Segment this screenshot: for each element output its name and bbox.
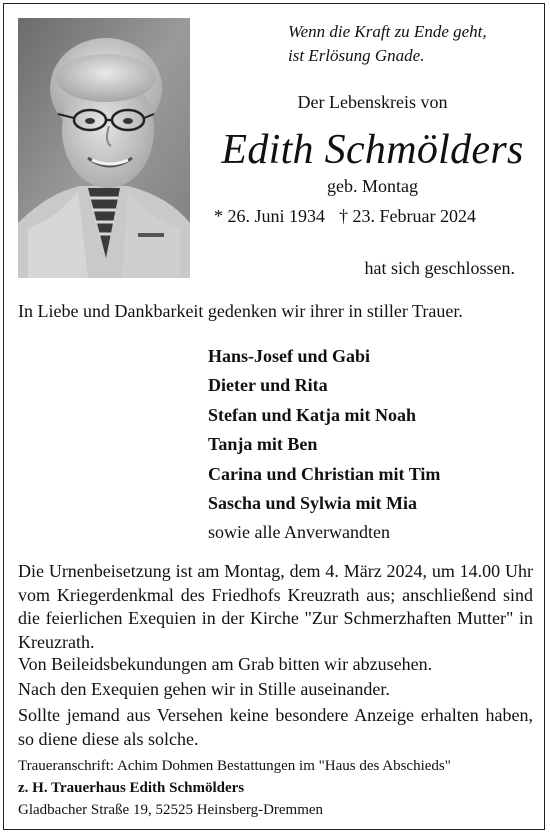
street-line: Gladbacher Straße 19, 52525 Heinsberg-Dremmen (18, 802, 324, 818)
closed-line: hat sich geschlossen. (364, 258, 515, 278)
relatives-line: sowie alle Anverwandten (208, 522, 390, 543)
remembrance-intro: In Liebe und Dankbarkeit gedenken wir ihrer in stiller Trauer. (18, 301, 463, 321)
quote-line-2: ist Erlösung Gnade. (288, 46, 425, 65)
portrait-illustration (18, 18, 190, 278)
quote-line-1: Wenn die Kraft zu Ende geht, (288, 22, 487, 41)
mourner-entry: Hans-Josef und Gabi (208, 346, 371, 366)
birth-date: * 26. Juni 1934 (214, 206, 326, 226)
birth-name: geb. Montag (327, 176, 418, 196)
mourning-address (18, 755, 538, 821)
life-dates (214, 204, 544, 228)
condolences-paragraph: Von Beileidsbekundungen am Grab bitten wir abzusehen. (18, 654, 433, 674)
deceased-name: Edith Schmölders (221, 127, 524, 173)
epigraph-quote (288, 20, 538, 68)
mourner-entry: Sascha und Sylwia mit Mia (208, 493, 418, 514)
address-line: Traueranschrift: Achim Dohmen Bestattungen im "Haus des Abschieds" (18, 758, 451, 774)
mourner-entry: Tanja mit Ben (208, 434, 318, 455)
attention-line: z. H. Trauerhaus Edith Schmölders (18, 780, 245, 796)
portrait-photo (18, 18, 190, 278)
notice-paragraph: Sollte jemand aus Versehen keine besondere Anzeige erhalten haben, so diene diese als solche. (18, 705, 533, 749)
mourners-list (208, 342, 538, 548)
circle-of-life-line: Der Lebenskreis von (297, 92, 448, 112)
silence-paragraph: Nach den Exequien gehen wir in Stille auseinander. (18, 679, 390, 699)
death-date: † 23. Februar 2024 (339, 206, 476, 226)
mourner-entry: Stefan und Katja mit Noah (208, 404, 417, 425)
mourner-entry: Dieter und Rita (208, 375, 328, 396)
mourner-entry: Carina und Christian mit Tim (208, 463, 441, 484)
burial-paragraph: Die Urnenbeisetzung ist am Montag, dem 4. März 2024, um 14.00 Uhr vom Kriegerdenkmal des Friedhofs Kreuzrath aus; anschließend sind die feierlichen Exequien in der Kirche "Zur Schmerzhaften Mutter" in Kreuzrath. (18, 561, 533, 652)
